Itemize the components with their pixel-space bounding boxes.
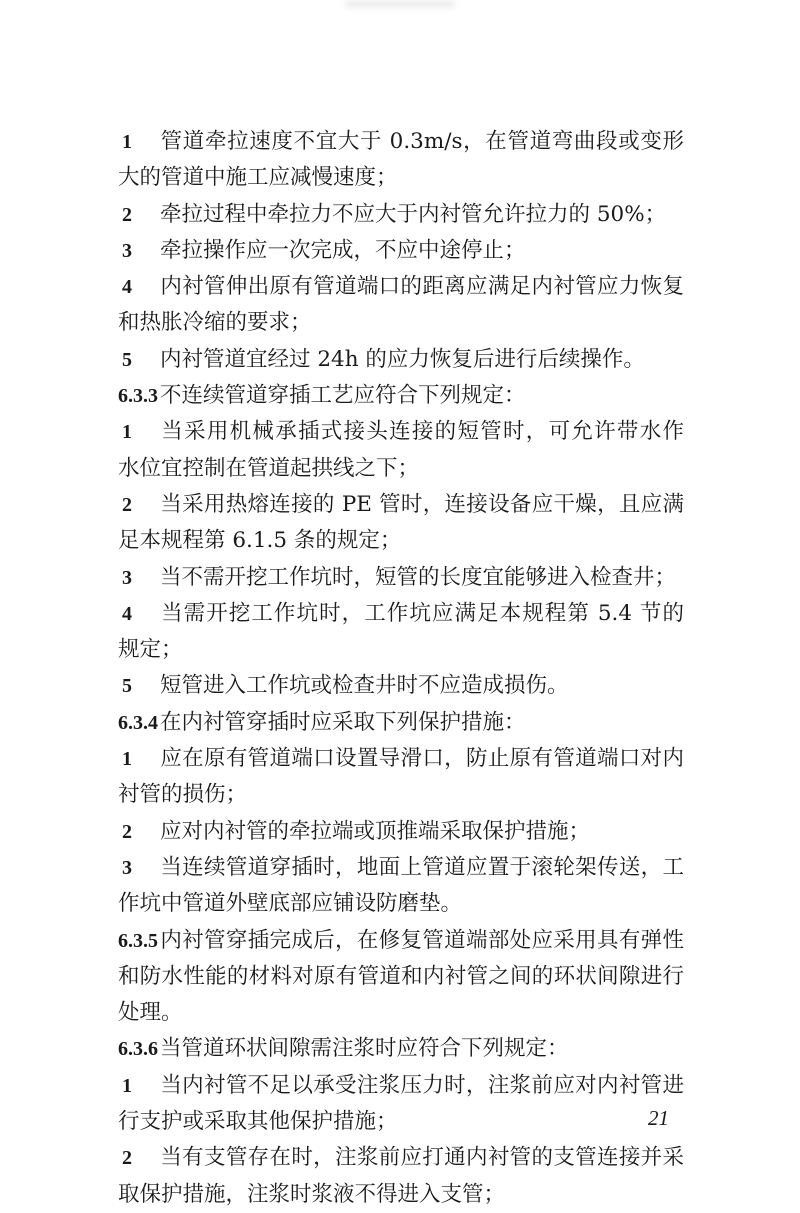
list-item: [118, 197, 684, 233]
line-text: 管道牵拉速度不宜大于 0.3m/s，在管道弯曲段或变形: [160, 129, 684, 154]
section-clause: [118, 705, 684, 741]
clause-number: 6.3.5: [118, 929, 158, 952]
line-text: 当连续管道穿插时，地面上管道应置于滚轮架传送，工: [160, 854, 684, 880]
text-line: [118, 959, 684, 995]
text-line: [118, 1140, 684, 1176]
line-text: 衬管的损伤；: [118, 782, 248, 808]
text-line: [118, 378, 684, 414]
list-item: [118, 850, 684, 923]
line-text: 取保护措施，注浆时浆液不得进入支管；: [118, 1181, 506, 1207]
list-item: [118, 269, 684, 342]
list-item: [118, 1140, 684, 1213]
line-text: 规定；: [118, 637, 183, 663]
text-line: [118, 1104, 684, 1140]
line-text: 应在原有管道端口设置导滑口，防止原有管道端口对内: [160, 746, 684, 772]
line-text: 内衬管伸出原有管道端口的距离应满足内衬管应力恢复: [160, 274, 684, 300]
line-text: 当不需开挖工作坑时，短管的长度宜能够进入检查井；: [160, 564, 677, 590]
line-text: 和防水性能的材料对原有管道和内衬管之间的环状间隙进行: [118, 963, 684, 989]
clause-number: 3: [122, 239, 132, 262]
clause-number: 2: [122, 820, 132, 843]
line-text: 当采用热熔连接的 PE 管时，连接设备应干燥，且应满: [160, 491, 684, 517]
text-line: [118, 632, 684, 668]
clause-number: 4: [122, 602, 132, 625]
text-line: [118, 233, 684, 269]
line-text: 牵拉操作应一次完成，不应中途停止；: [160, 237, 526, 263]
line-text: 处理。: [118, 1000, 183, 1026]
text-line: [118, 850, 684, 886]
line-text: 短管进入工作坑或检查井时不应造成损伤。: [160, 673, 569, 699]
list-item: [118, 668, 684, 704]
text-line: [118, 1068, 684, 1104]
line-text: 足本规程第 6.1.5 条的规定；: [118, 528, 402, 554]
line-text: 牵拉过程中牵拉力不应大于内衬管允许拉力的 50%；: [160, 201, 667, 227]
clause-number: 5: [122, 348, 132, 371]
text-line: [118, 523, 684, 559]
text-line: [118, 487, 684, 523]
text-line: [118, 342, 684, 378]
page-number: 21: [648, 1106, 669, 1130]
list-item: [118, 1068, 684, 1141]
line-text: 行支护或采取其他保护措施；: [118, 1109, 398, 1135]
line-text: 大的管道中施工应减慢速度；: [118, 165, 398, 191]
line-text: 不连续管道穿插工艺应符合下列规定：: [160, 383, 526, 409]
text-line: [118, 414, 684, 450]
text-line: [118, 160, 684, 196]
list-item: [118, 596, 684, 669]
clause-number: 4: [122, 276, 132, 299]
text-line: [118, 1031, 684, 1067]
section-clause: [118, 378, 684, 414]
line-text: 水位宜控制在管道起拱线之下；: [118, 455, 420, 481]
list-item: [118, 414, 684, 487]
text-line: [118, 886, 684, 922]
line-text: 和热胀冷缩的要求；: [118, 310, 312, 336]
text-line: [118, 596, 684, 632]
clause-number: 6.3.6: [118, 1038, 158, 1061]
text-line: [118, 1177, 684, 1213]
line-text: 当需开挖工作坑时，工作坑应满足本规程第 5.4 节的: [160, 600, 684, 626]
clause-number: 6.3.3: [118, 385, 158, 408]
line-text: 应对内衬管的牵拉端或顶推端采取保护措施；: [160, 818, 591, 844]
text-line: [118, 124, 684, 160]
text-line: [118, 741, 684, 777]
list-item: [118, 560, 684, 596]
clause-number: 2: [122, 203, 132, 226]
line-text: 在内衬管穿插时应采取下列保护措施：: [160, 709, 526, 735]
scan-artifact: [345, 0, 455, 8]
line-text: 当采用机械承插式接头连接的短管时，可允许带水作: [160, 419, 684, 445]
text-line: [118, 305, 684, 341]
clause-number: 1: [122, 1074, 132, 1097]
text-line: [118, 777, 684, 813]
line-text: 内衬管道宜经过 24h 的应力恢复后进行后续操作。: [160, 346, 645, 372]
text-line: [118, 451, 684, 487]
clause-number: 2: [122, 1147, 132, 1170]
clause-number: 1: [122, 421, 132, 444]
text-line: [118, 814, 684, 850]
list-item: [118, 741, 684, 814]
document-body: [118, 124, 684, 1213]
text-line: [118, 560, 684, 596]
clause-number: 3: [122, 856, 132, 879]
clause-number: 5: [122, 675, 132, 698]
list-item: [118, 814, 684, 850]
text-line: [118, 705, 684, 741]
line-text: 内衬管穿插完成后，在修复管道端部处应采用具有弹性: [160, 927, 684, 953]
clause-number: 1: [122, 748, 132, 771]
list-item: [118, 124, 684, 197]
clause-number: 2: [122, 493, 132, 516]
text-line: [118, 269, 684, 305]
clause-number: 6.3.4: [118, 711, 158, 734]
clause-number: 3: [122, 566, 132, 589]
text-line: [118, 668, 684, 704]
text-line: [118, 923, 684, 959]
text-line: [118, 197, 684, 233]
list-item: [118, 342, 684, 378]
line-text: 当管道环状间隙需注浆时应符合下列规定：: [160, 1036, 569, 1062]
list-item: [118, 233, 684, 269]
section-clause: [118, 1031, 684, 1067]
clause-number: 1: [122, 131, 132, 153]
list-item: [118, 487, 684, 560]
line-text: 当内衬管不足以承受注浆压力时，注浆前应对内衬管进: [160, 1072, 684, 1098]
line-text: 当有支管存在时，注浆前应打通内衬管的支管连接并采: [160, 1145, 684, 1171]
section-clause: [118, 923, 684, 1032]
line-text: 作坑中管道外壁底部应铺设防磨垫。: [118, 891, 463, 917]
text-line: [118, 995, 684, 1031]
